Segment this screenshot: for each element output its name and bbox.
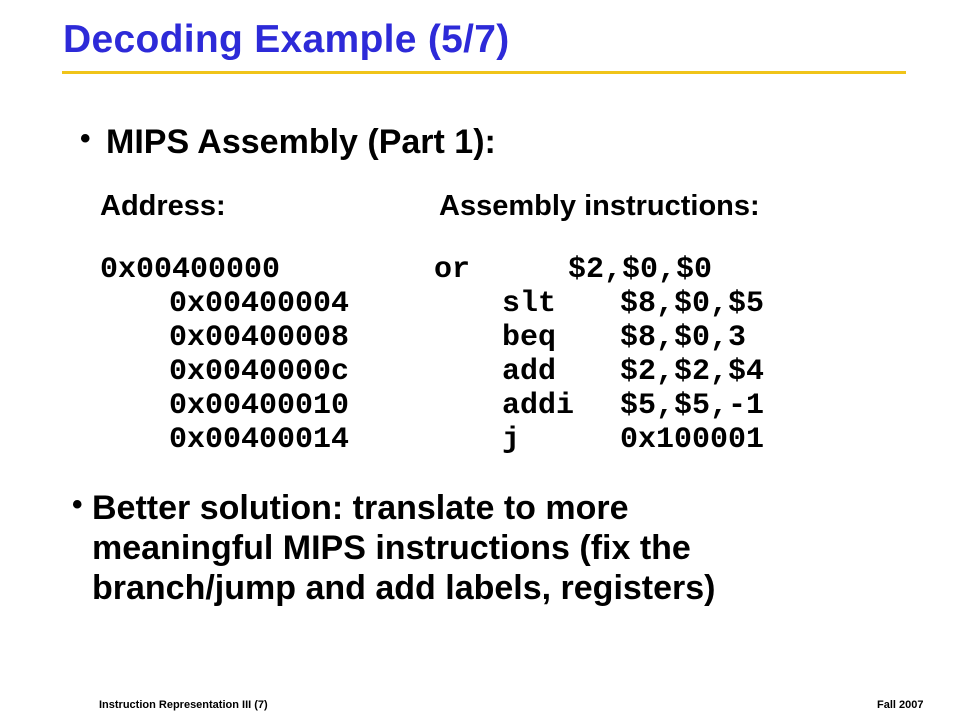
bullet-better-solution-line-1: Better solution: translate to more (92, 489, 629, 527)
bullet-better-solution-line-2: meaningful MIPS instructions (fix the (92, 529, 691, 567)
operands-0: $2,$0,$0 (568, 253, 713, 287)
operands-3: $2,$2,$4 (620, 355, 765, 389)
address-4: 0x00400010 (169, 389, 350, 423)
title-underline (62, 71, 906, 74)
footer-term: Fall 2007 (877, 699, 924, 711)
instructions-column-header: Assembly instructions: (439, 190, 760, 222)
opcode-1: slt (502, 287, 557, 321)
address-5: 0x00400014 (169, 423, 350, 457)
address-0: 0x00400000 (100, 253, 281, 287)
opcode-4: addi (502, 389, 575, 423)
operands-4: $5,$5,-1 (620, 389, 765, 423)
operands-5: 0x100001 (620, 423, 765, 457)
bullet-icon: • (80, 122, 91, 155)
bullet-icon: • (72, 488, 83, 521)
bullet-mips-assembly: MIPS Assembly (Part 1): (106, 123, 496, 161)
address-2: 0x00400008 (169, 321, 350, 355)
operands-2: $8,$0,3 (620, 321, 747, 355)
address-3: 0x0040000c (169, 355, 350, 389)
opcode-0: or (434, 253, 471, 287)
slide-title: Decoding Example (5/7) (63, 18, 510, 61)
bullet-better-solution-line-3: branch/jump and add labels, registers) (92, 569, 716, 607)
operands-1: $8,$0,$5 (620, 287, 765, 321)
footer-course-title: Instruction Representation III (7) (99, 699, 268, 711)
opcode-3: add (502, 355, 557, 389)
opcode-5: j (502, 423, 521, 457)
opcode-2: beq (502, 321, 557, 355)
address-1: 0x00400004 (169, 287, 350, 321)
address-column-header: Address: (100, 190, 226, 222)
